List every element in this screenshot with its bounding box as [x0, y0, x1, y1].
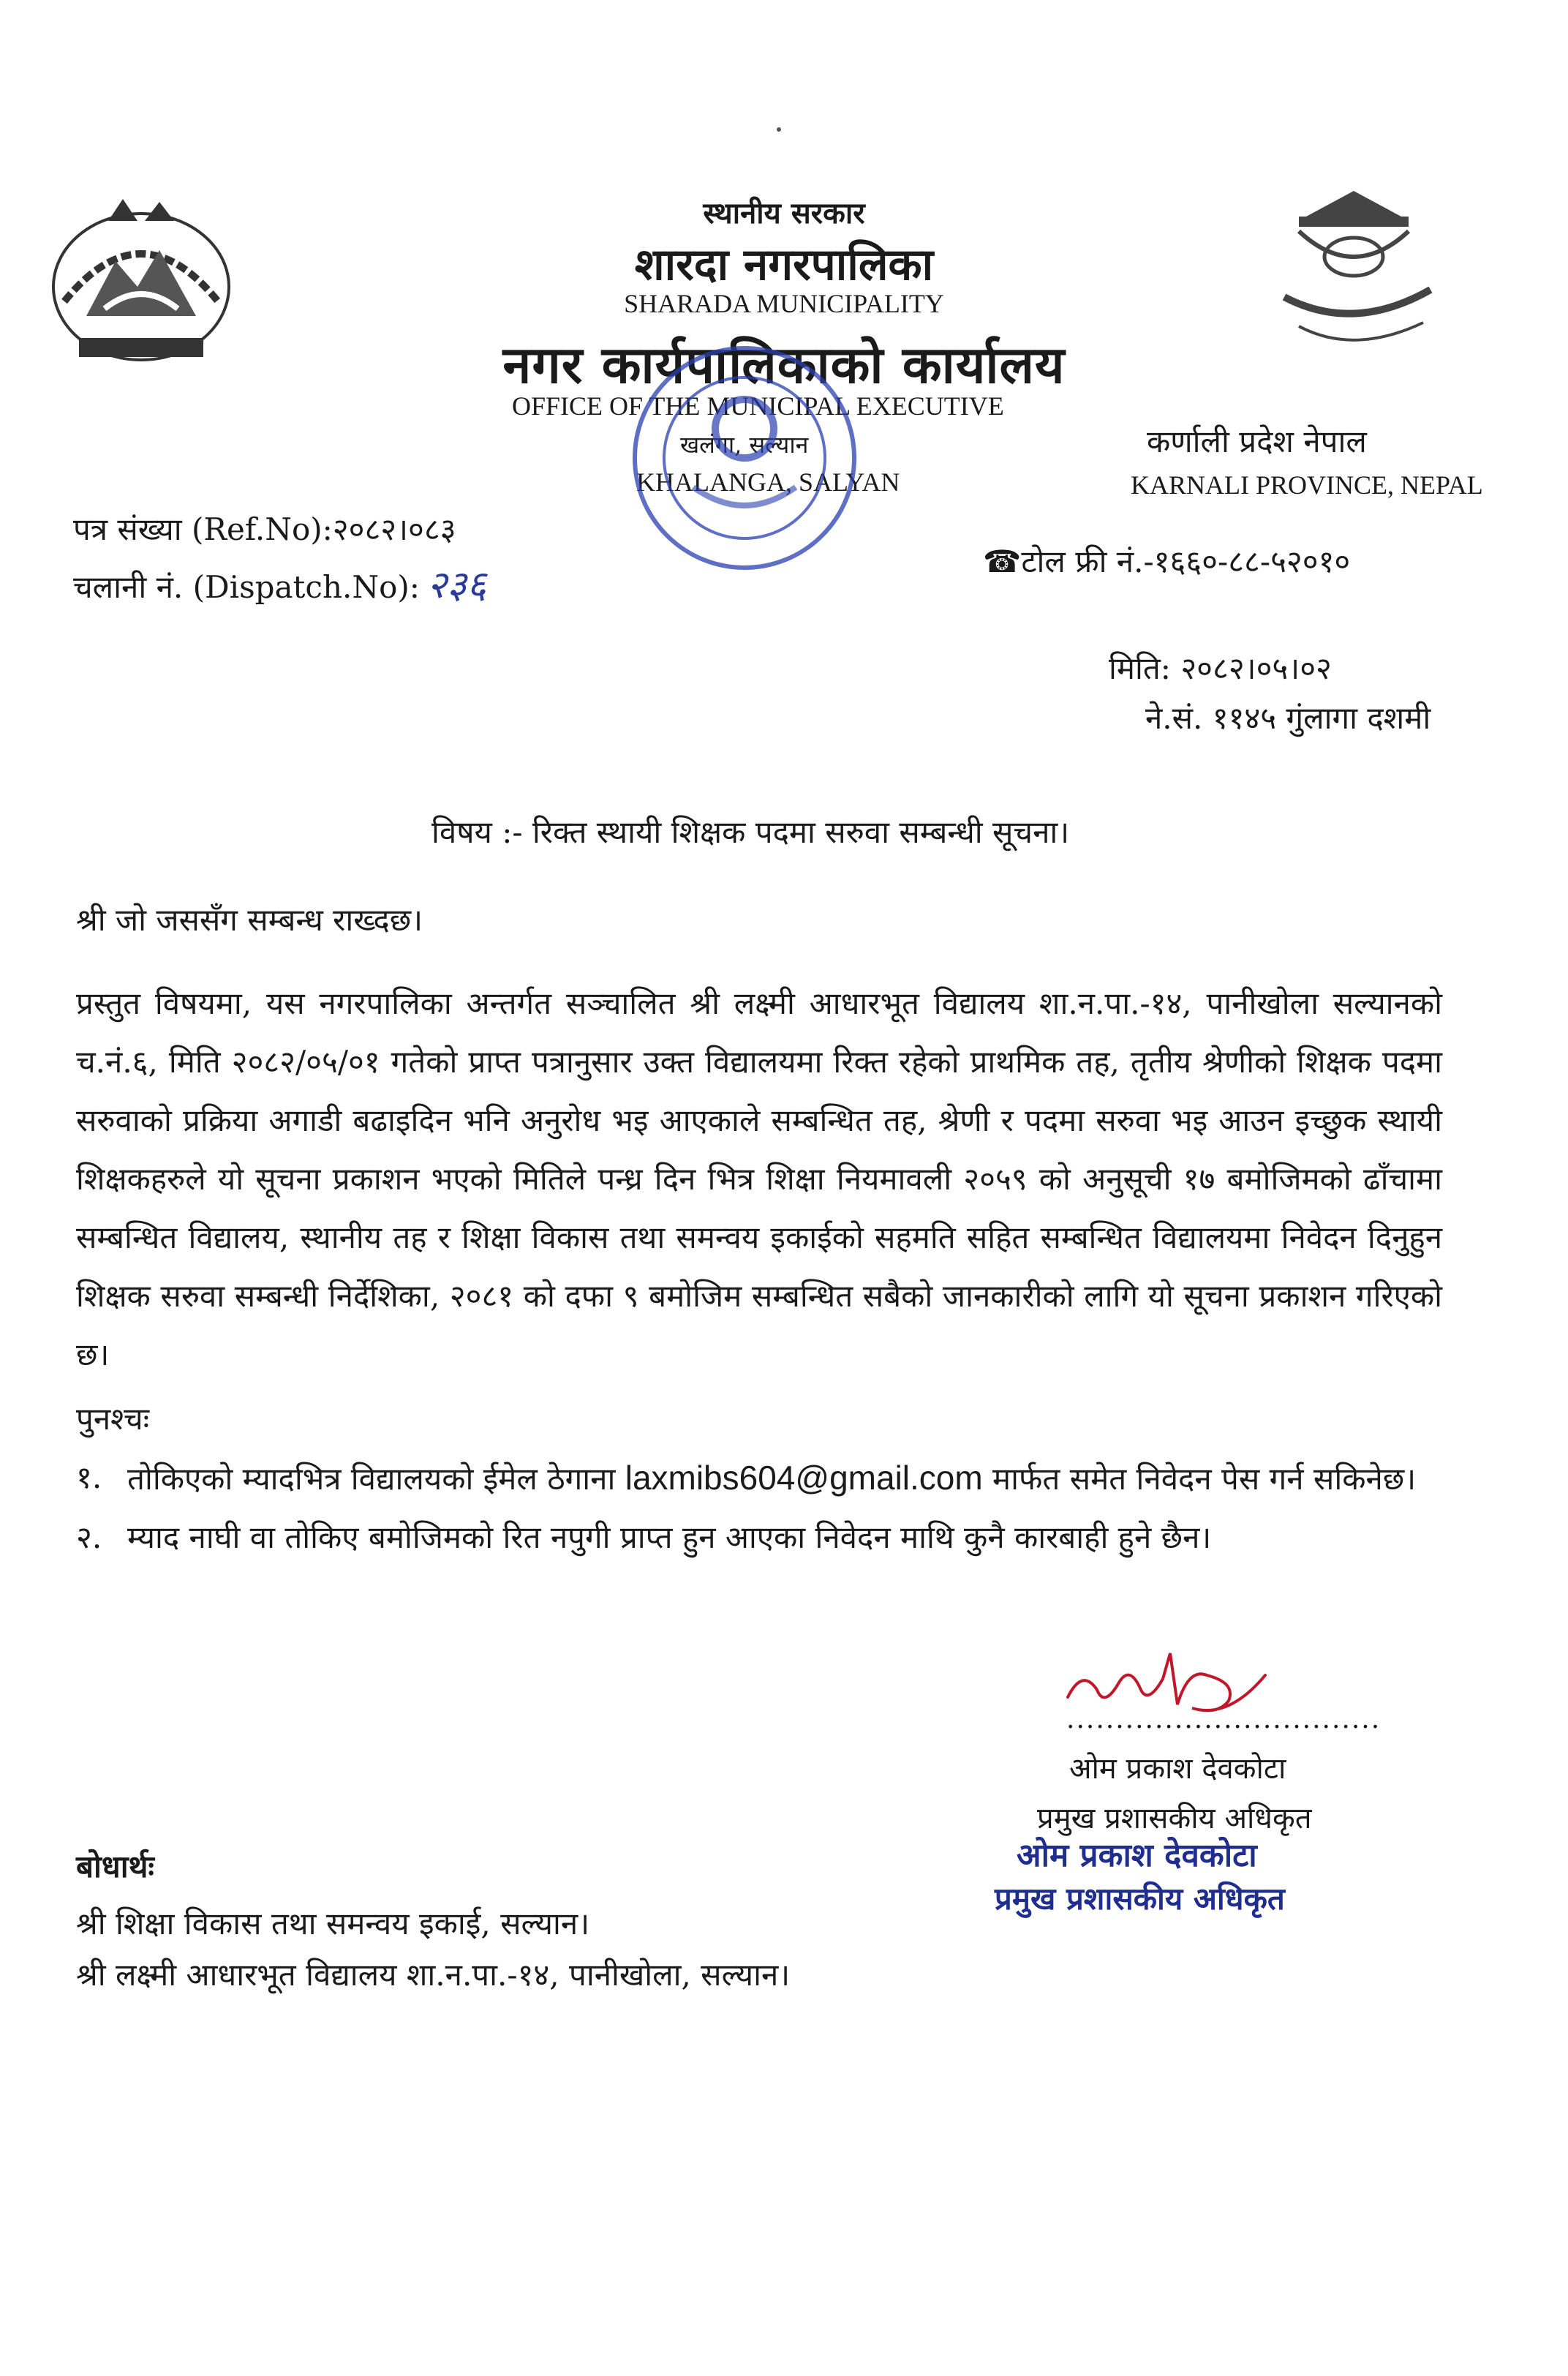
municipality-logo-icon [1255, 187, 1452, 370]
postscript-item-text-end: मार्फत समेत निवेदन पेस गर्न सकिनेछ। [982, 1461, 1417, 1497]
postscript-item-text: म्याद नाघी वा तोकिए बमोजिमको रित नपुगी प्राप्त हुन आएका निवेदन माथि कुनै कारबाही हुने छैन। [127, 1519, 1212, 1555]
reference-label: पत्र संख्या (Ref.No): [73, 511, 333, 547]
address-en: KHALANGA, SALYAN [636, 467, 900, 497]
dispatch-label: चलानी नं. (Dispatch.No): [73, 569, 420, 605]
signatory-name: ओम प्रकाश देवकोटा [1069, 1752, 1286, 1786]
postscript-item-text: तोकिएको म्यादभित्र विद्यालयको ईमेल ठेगाना [127, 1461, 625, 1497]
salutation: श्री जो जससँग सम्बन्ध राख्दछ। [76, 902, 423, 938]
toll-free-number: ☎टोल फ्री नं.-१६६०-८८-५२०१० [983, 544, 1351, 579]
body-paragraph: प्रस्तुत विषयमा, यस नगरपालिका अन्तर्गत सञ्चालित श्री लक्ष्मी आधारभूत विद्यालय शा.न.पा.-१४, पानीखोला सल्यानको च.नं.६, मिति २०८२/०५/०१ गतेको प्राप्त पत्रानुसार उक्त विद्यालयमा रिक्त रहेको प्राथमिक तह, तृतीय श्रेणीको शिक्षक पदमा सरुवाको प्रक्रिया अगाडी बढाइदिन भनि अनुरोध भइ आएकाले सम्बन्धित तह, श्रेणी र पदमा सरुवा भइ आउन इच्छुक स्थायी शिक्षकहरुले यो सूचना प्रकाशन भएको मितिले पन्ध्र दिन भित्र शिक्षा नियमावली २०५९ को अनुसूची १७ बमोजिमको ढाँचामा सम्बन्धित विद्यालय, स्थानीय तह र शिक्षा विकास तथा समन्वय इकाईको सहमति सहित सम्बन्धित विद्यालयमा निवेदन दिनुहुन शिक्षक सरुवा सम्बन्धी निर्देशिका, २०८१ को दफा ९ बमोजिम सम्बन्धित सबैको जानकारीको लागि यो सूचना प्रकाशन गरिएको छ। [76, 985, 1442, 1372]
province-np: कर्णाली प्रदेश नेपाल [1147, 424, 1367, 459]
stamp-name: ओम प्रकाश देवकोटा [1017, 1837, 1257, 1874]
signature-line: ................................ [1066, 1704, 1382, 1734]
reference-value: २०८२।०८३ [332, 511, 456, 547]
postscript-list [76, 1448, 1444, 1567]
nepal-sambat-date: ने.सं. ११४५ गुंलागा दशमी [1145, 700, 1431, 736]
municipality-name-en: SHARADA MUNICIPALITY [624, 289, 944, 318]
postscript-item [76, 1508, 1444, 1567]
postscript-heading: पुनश्चः [76, 1401, 150, 1437]
local-government-label: स्थानीय सरकार [703, 196, 865, 230]
school-email: laxmibs604@gmail.com [625, 1459, 983, 1497]
reference-number [73, 508, 456, 549]
municipality-name-np: शारदा नगरपालिका [634, 239, 934, 290]
office-seal-icon [627, 341, 862, 575]
postscript-item [76, 1448, 1444, 1508]
signatory-title: प्रमुख प्रशासकीय अधिकृत [1037, 1802, 1312, 1835]
province-en: KARNALI PROVINCE, NEPAL [1131, 470, 1483, 500]
cc-recipient: श्री लक्ष्मी आधारभूत विद्यालय शा.न.पा.-१४, पानीखोला, सल्यान। [76, 1957, 791, 1993]
postscript-item-number: १. [76, 1459, 102, 1495]
scan-speck [777, 127, 781, 132]
subject-line: विषय :- रिक्त स्थायी शिक्षक पदमा सरुवा सम्बन्धी सूचना। [431, 814, 1070, 850]
address-np: खलंगा, सल्यान [680, 431, 809, 459]
dispatch-value: २३६ [426, 563, 487, 607]
cc-recipient: श्री शिक्षा विकास तथा समन्वय इकाई, सल्यान। [76, 1906, 590, 1941]
dispatch-number [73, 557, 486, 609]
postscript-item-number: २. [76, 1519, 102, 1555]
office-title-np: नगर कार्यपालिकाको कार्यालय [502, 334, 1066, 395]
cc-heading: बोधार्थः [76, 1849, 154, 1884]
office-title-en: OFFICE OF THE MUNICIPAL EXECUTIVE [512, 391, 1004, 421]
date-line: मिति: २०८२।०५।०२ [1109, 650, 1332, 686]
stamp-title: प्रमुख प्रशासकीय अधिकृत [995, 1881, 1285, 1917]
